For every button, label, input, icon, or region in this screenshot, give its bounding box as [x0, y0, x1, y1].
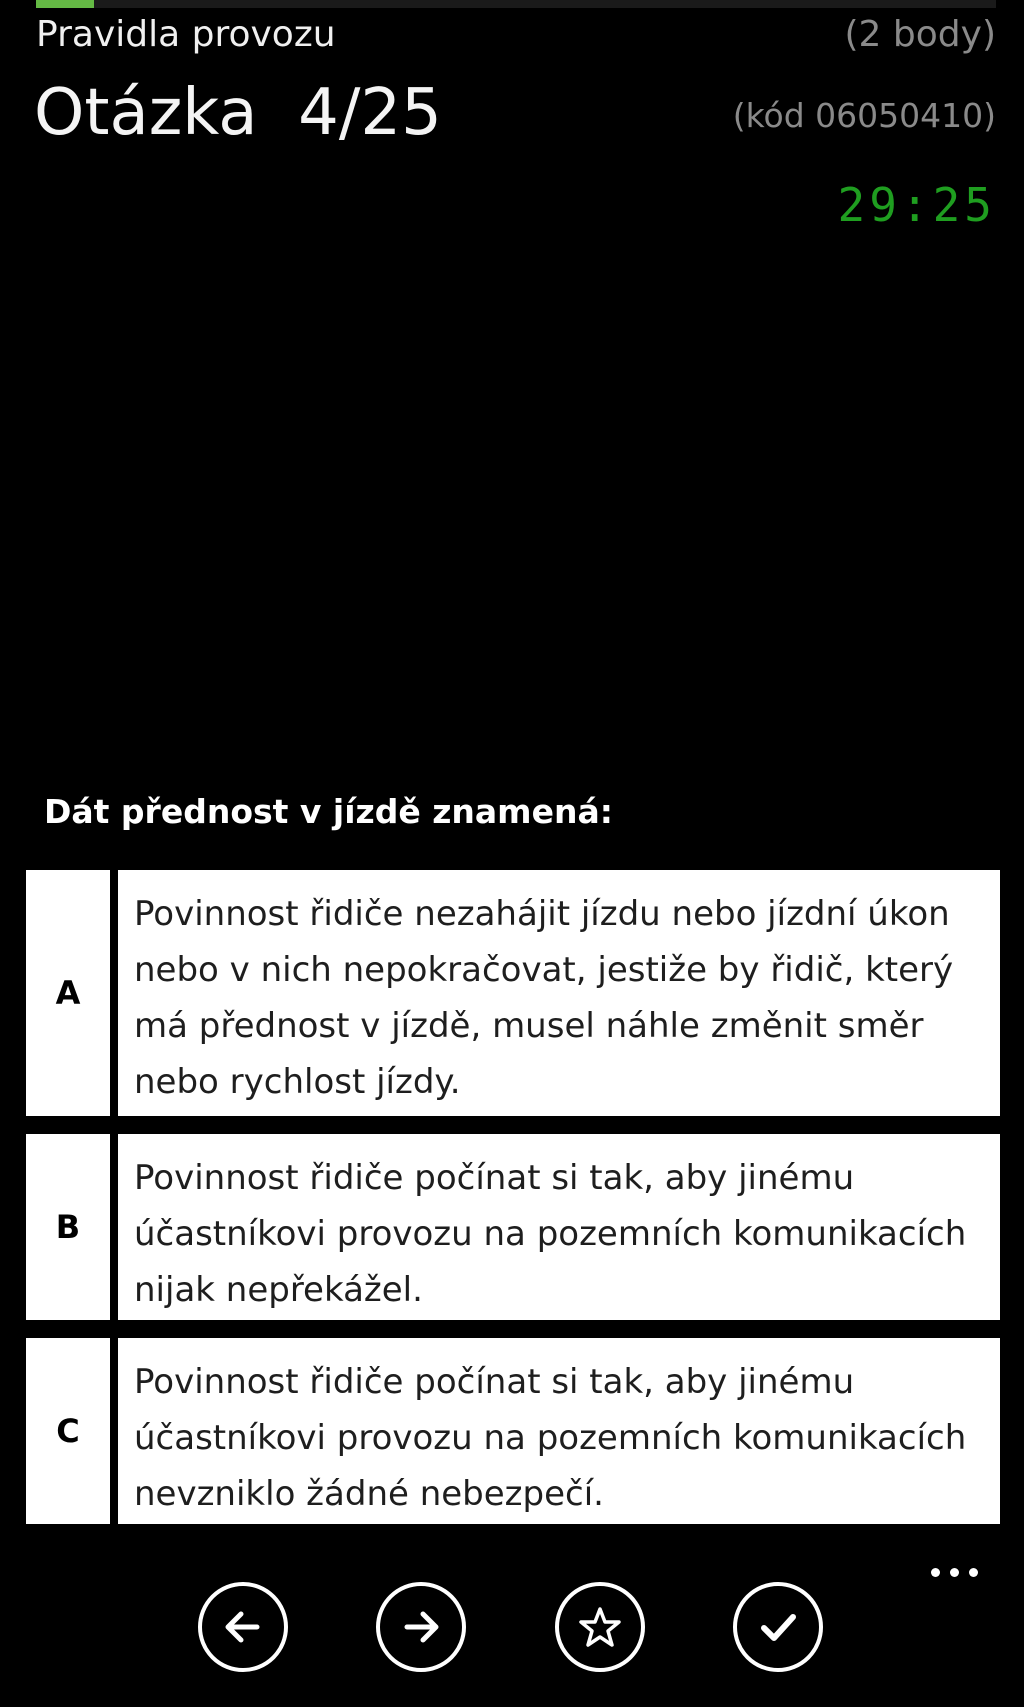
answer-text: Povinnost řidiče nezahájit jízdu nebo jízdní úkon nebo v nich nepokračovat, jestiže by řidič, který má přednost v jízdě, musel náhle změnit směr nebo rychlost jízdy.	[118, 870, 1000, 1116]
answer-option-b[interactable]	[26, 1134, 1000, 1320]
question-code: (kód 06050410)	[732, 96, 996, 135]
ellipsis-dot	[931, 1568, 940, 1577]
arrow-right-icon	[395, 1601, 447, 1653]
check-icon	[752, 1601, 804, 1653]
arrow-left-icon	[217, 1601, 269, 1653]
answer-letter: B	[26, 1134, 110, 1320]
answer-option-a[interactable]	[26, 870, 1000, 1116]
question-number: Otázka 4/25	[34, 76, 442, 150]
answer-text: Povinnost řidiče počínat si tak, aby jinému účastníkovi provozu na pozemních komunikacích nevzniklo žádné nebezpečí.	[118, 1338, 1000, 1524]
confirm-button[interactable]	[733, 1582, 823, 1672]
ellipsis-dot	[950, 1568, 959, 1577]
app-bar	[0, 1560, 1024, 1707]
points-value: (2 body)	[844, 14, 996, 55]
next-button[interactable]	[376, 1582, 466, 1672]
back-button[interactable]	[198, 1582, 288, 1672]
answer-letter: A	[26, 870, 110, 1116]
star-icon	[574, 1601, 626, 1653]
answer-option-c[interactable]	[26, 1338, 1000, 1524]
more-ellipsis-icon[interactable]	[931, 1568, 978, 1577]
answer-text: Povinnost řidiče počínat si tak, aby jinému účastníkovi provozu na pozemních komunikacích nijak nepřekážel.	[118, 1134, 1000, 1320]
answer-letter: C	[26, 1338, 110, 1524]
countdown-timer: 29:25	[837, 178, 996, 232]
category-title: Pravidla provozu	[36, 14, 336, 55]
ellipsis-dot	[969, 1568, 978, 1577]
favorite-button[interactable]	[555, 1582, 645, 1672]
question-progress-bar	[36, 0, 996, 8]
question-progress-fill	[36, 0, 94, 8]
question-text: Dát přednost v jízdě znamená:	[44, 792, 613, 831]
